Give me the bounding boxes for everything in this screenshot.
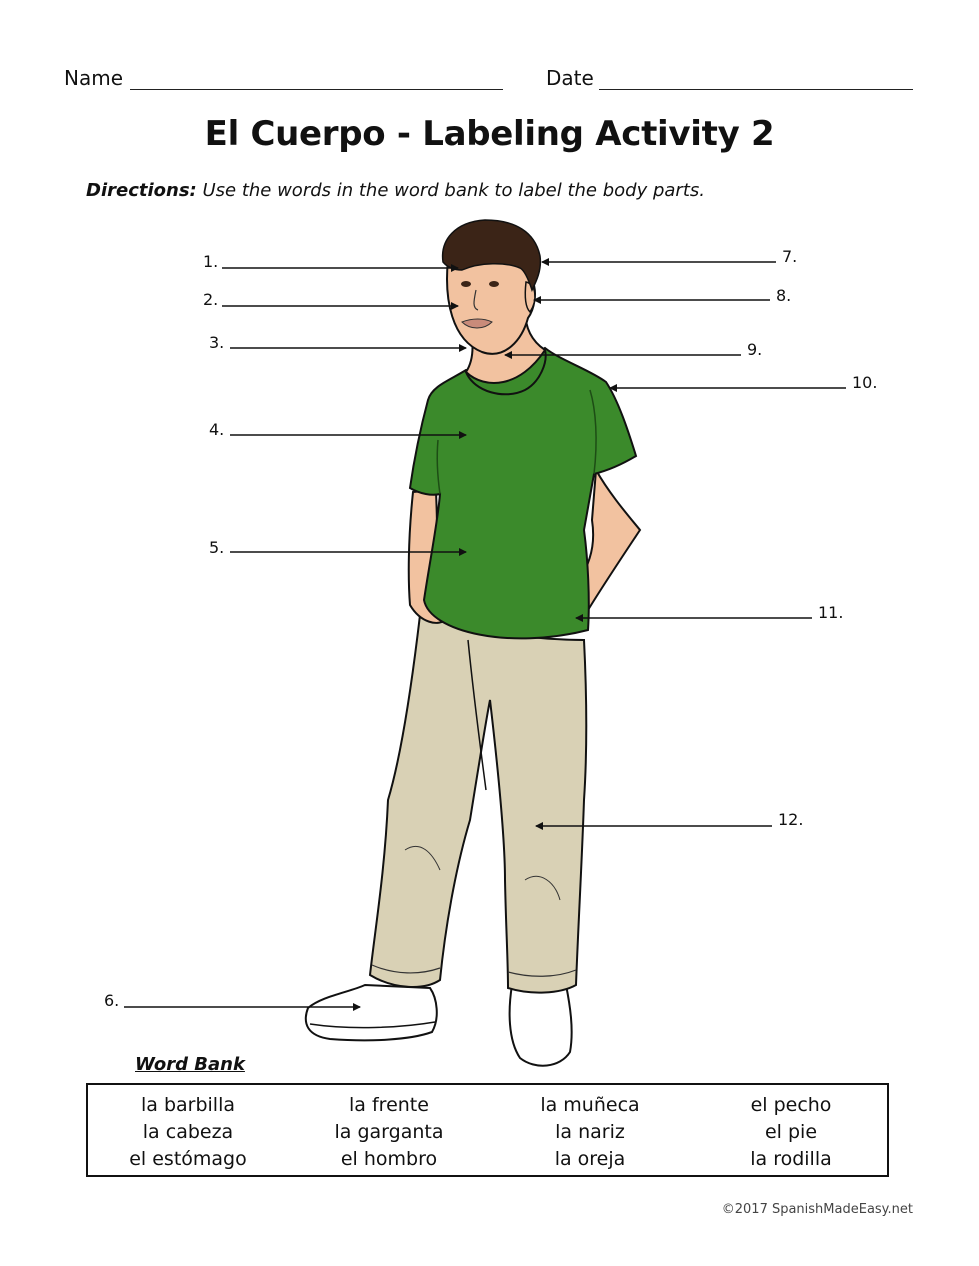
word-bank-column-2 bbox=[289, 1092, 489, 1173]
word-bank-item: la muñeca bbox=[540, 1094, 640, 1116]
word-bank-item: la oreja bbox=[554, 1148, 626, 1170]
word-bank-item: el hombro bbox=[340, 1148, 438, 1170]
word-bank-column-4 bbox=[691, 1092, 891, 1173]
word-bank-item: la cabeza bbox=[142, 1121, 234, 1143]
copyright-notice: ©2017 SpanishMadeEasy.net bbox=[721, 1202, 913, 1217]
word-bank-item: la barbilla bbox=[140, 1094, 236, 1116]
directions-text: Use the words in the word bank to label the body parts. bbox=[202, 180, 705, 201]
word-bank-item: el pie bbox=[764, 1121, 818, 1143]
label-number-6: 6. bbox=[104, 991, 120, 1010]
label-number-11: 11. bbox=[818, 603, 844, 622]
label-number-10: 10. bbox=[852, 373, 878, 392]
word-bank-item: la nariz bbox=[555, 1121, 625, 1143]
label-number-1: 1. bbox=[203, 252, 219, 271]
label-number-9: 9. bbox=[747, 340, 763, 359]
word-bank bbox=[86, 1083, 889, 1177]
pants bbox=[370, 615, 586, 993]
name-label: Name bbox=[64, 66, 124, 90]
page-title: El Cuerpo - Labeling Activity 2 bbox=[204, 114, 775, 154]
date-label: Date bbox=[546, 66, 594, 90]
word-bank-item: la garganta bbox=[334, 1121, 444, 1143]
label-number-12: 12. bbox=[778, 810, 804, 829]
left-shoe bbox=[306, 985, 437, 1040]
word-bank-column-3 bbox=[490, 1092, 690, 1173]
word-bank-title: Word Bank bbox=[135, 1054, 245, 1075]
label-number-7: 7. bbox=[782, 247, 798, 266]
right-shoe bbox=[510, 985, 572, 1066]
word-bank-item: la rodilla bbox=[750, 1148, 832, 1170]
label-number-8: 8. bbox=[776, 286, 792, 305]
label-number-5: 5. bbox=[209, 538, 225, 557]
word-bank-item: el pecho bbox=[750, 1094, 832, 1116]
label-number-3: 3. bbox=[209, 333, 225, 352]
label-number-2: 2. bbox=[203, 290, 219, 309]
word-bank-item: el estómago bbox=[129, 1148, 247, 1170]
label-number-4: 4. bbox=[209, 420, 225, 439]
word-bank-item: la frente bbox=[349, 1094, 429, 1116]
word-bank-column-1 bbox=[88, 1092, 288, 1173]
directions-lead: Directions: bbox=[86, 180, 197, 201]
